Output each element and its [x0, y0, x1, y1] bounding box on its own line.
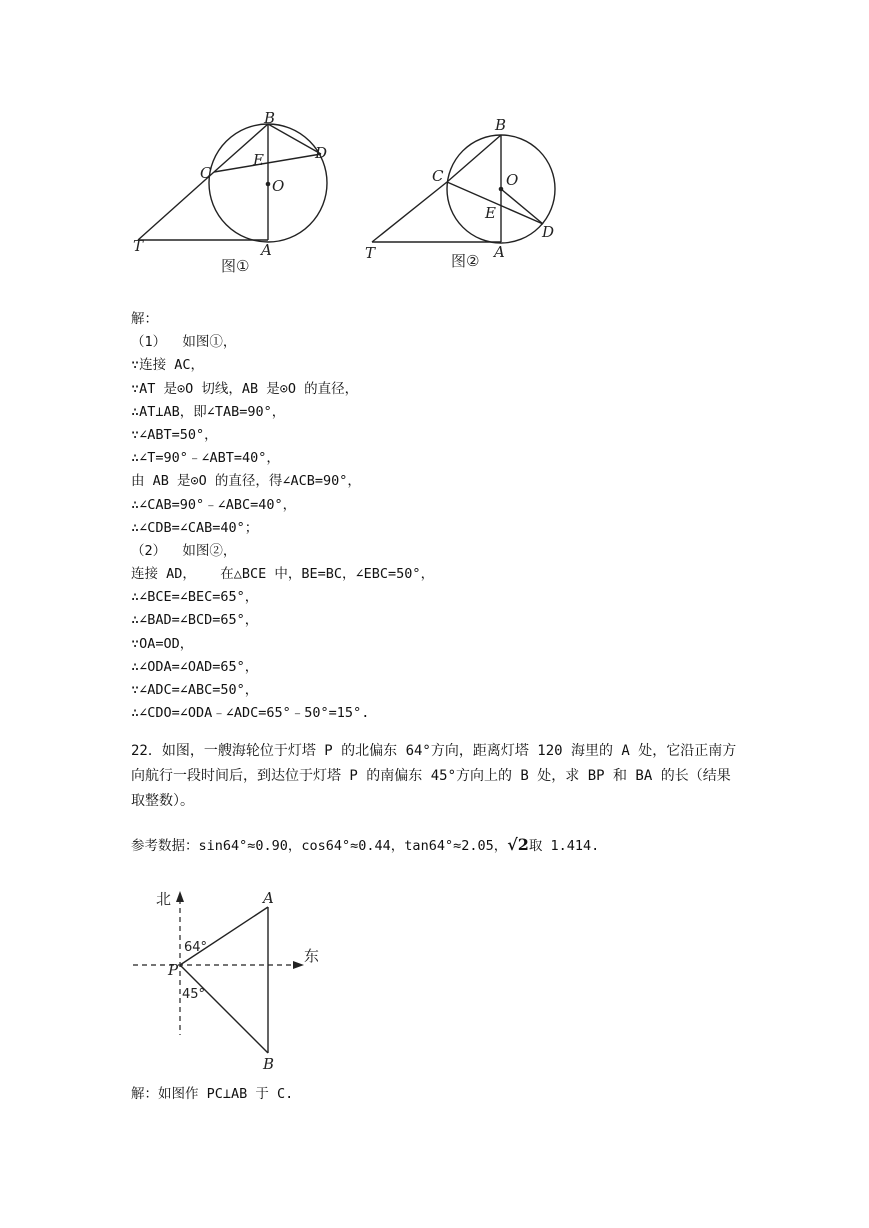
solution-line: ∵连接 AC， [131, 357, 205, 374]
north-label: 北 [156, 890, 172, 908]
solution-line: 解： [131, 311, 158, 327]
solution-line: ∴∠ODA=∠OAD=65°， [131, 658, 259, 675]
segment-pa [180, 907, 268, 965]
label-a: A [263, 889, 274, 907]
solution-line: （1） 如图①， [131, 334, 237, 351]
angle-45-label: 45° [182, 987, 206, 1002]
label-p: P [168, 961, 179, 979]
label-c: C [432, 167, 444, 185]
final-solution-line: 解：如图作 PC⊥AB 于 C. [131, 1086, 294, 1102]
east-arrow-icon [293, 961, 304, 969]
figure-2-caption: 图② [451, 252, 480, 270]
solution-line: ∴∠CDB=∠CAB=40°； [131, 519, 259, 536]
solution-line: ∴∠CAB=90°﹣∠ABC=40°， [131, 496, 297, 513]
label-b: B [263, 1055, 275, 1073]
reference-data [131, 834, 599, 857]
angle-64-label: 64° [184, 940, 208, 955]
center-dot [266, 182, 271, 187]
segment-bd [268, 124, 321, 154]
figure-3 [128, 885, 328, 1075]
label-t: T [365, 244, 376, 262]
segment-tc [138, 172, 214, 240]
label-b: B [264, 110, 276, 127]
label-a: A [494, 243, 505, 261]
solution-line: ∴∠CDO=∠ODA﹣∠ADC=65°﹣50°=15°. [131, 705, 370, 722]
sqrt-two-symbol: √2 [507, 835, 529, 854]
solution-line: ∵OA=OD， [131, 635, 194, 652]
label-a: A [261, 241, 272, 259]
label-d: D [315, 144, 328, 162]
solution-line: ∴∠T=90°﹣∠ABT=40°， [131, 450, 280, 467]
label-e: E [485, 204, 496, 222]
figure-1-caption: 图① [221, 257, 250, 275]
solution-line: ∴AT⊥AB，即∠TAB=90°， [131, 403, 286, 420]
solution-line: 连接 AD， 在△BCE 中，BE=BC，∠EBC=50°， [131, 566, 435, 583]
label-c: C [200, 164, 212, 182]
solution-line: ∴∠BAD=∠BCD=65°， [131, 612, 259, 629]
reference-prefix: 参考数据：sin64°≈0.90，cos64°≈0.44，tan64°≈2.05， [131, 838, 508, 854]
segment-od [501, 189, 543, 224]
east-label: 东 [304, 947, 320, 965]
north-arrow-icon [176, 891, 184, 902]
figure-1 [125, 110, 350, 285]
solution-line: （2） 如图②， [131, 542, 237, 559]
solution-line: ∵∠ADC=∠ABC=50°， [131, 682, 259, 698]
label-o: O [272, 177, 285, 195]
label-t: T [133, 237, 144, 255]
reference-suffix: 取 1.414. [528, 838, 600, 854]
solution-line: ∵∠ABT=50°， [131, 426, 218, 443]
solution-block [131, 308, 771, 725]
label-o: O [506, 171, 519, 189]
solution-line: ∵AT 是⊙O 切线，AB 是⊙O 的直径， [131, 380, 359, 397]
label-b: B [495, 116, 507, 134]
solution-line: 由 AB 是⊙O 的直径，得∠ACB=90°， [131, 473, 361, 490]
solution-line: ∴∠BCE=∠BEC=65°， [131, 589, 259, 606]
figure-2 [360, 115, 575, 285]
segment-pb [180, 965, 268, 1053]
problem-22-text: 22．如图，一艘海轮位于灯塔 P 的北偏东 64°方向，距离灯塔 120 海里的 A 处，它沿正南方向航行一段时间后，到达位于灯塔 P 的南偏东 45°方向上的 B 处，求 BP 和 BA 的长（结果取整数）。 [131, 743, 737, 809]
label-d: D [542, 223, 555, 241]
label-e: E [253, 151, 264, 169]
segment-tc [372, 182, 447, 242]
center-dot [499, 187, 504, 192]
